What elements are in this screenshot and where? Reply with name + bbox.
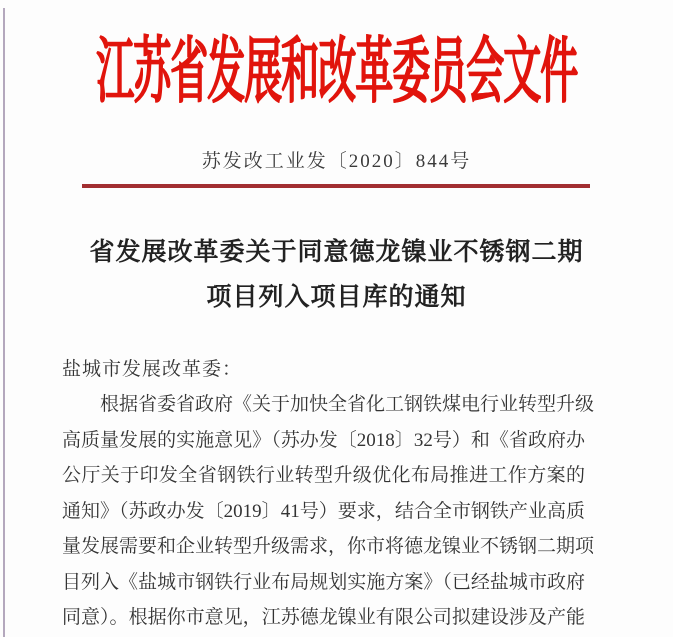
addressee: 盐城市发展改革委： [62, 359, 243, 380]
red-divider-rule [82, 184, 590, 188]
body-line: 根据省委省政府《关于加快全省化工钢铁煤电行业转型升级 [100, 394, 595, 415]
document-number: 苏发改工业发〔2020〕844号 [201, 151, 472, 172]
page-left-border [3, 8, 5, 637]
body-line: 通知》（苏政办发〔2019〕41号）要求，结合全市钢铁产业高质 [62, 500, 585, 522]
body-line: 同意）。根据你市意见，江苏德龙镍业有限公司拟建设涉及产能 [62, 607, 585, 628]
letterhead [0, 0, 673, 113]
document-title [0, 230, 673, 320]
document-title-line-2: 项目列入项目库的通知 [206, 284, 467, 311]
body-line: 公厅关于印发全省钢铁行业转型升级优化布局推进工作方案的 [62, 465, 585, 486]
agency-letterhead-title: 江苏省发展和改革委员会文件 [95, 32, 577, 113]
body-line: 目列入《盐城市钢铁行业布局规划实施方案》（已经盐城市政府 [62, 571, 585, 593]
body-line: 高质量发展的实施意见》（苏办发〔2018〕32号）和《省政府办 [62, 429, 585, 451]
document-body [62, 387, 595, 636]
body-line: 量发展需要和企业转型升级需求，你市将德龙镍业不锈钢二期项 [62, 536, 595, 557]
document-title-line-1: 省发展改革委关于同意德龙镍业不锈钢二期 [89, 239, 584, 266]
